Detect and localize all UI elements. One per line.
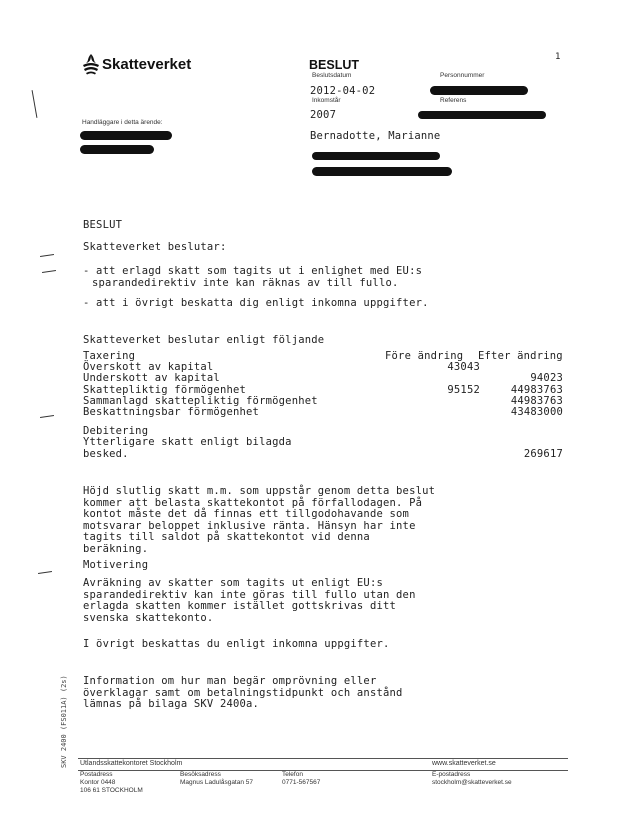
skatteverket-crown-icon xyxy=(80,52,102,74)
info-paragraph xyxy=(83,676,403,711)
motivation-other: I övrigt beskattas du enligt inkomna uppgifter. xyxy=(83,638,390,650)
margin-mark xyxy=(40,254,54,257)
table-row xyxy=(83,361,563,372)
col-before: Före ändring xyxy=(385,350,464,362)
form-code: SKV 2400 (FS011A) (2s) xyxy=(60,675,68,768)
footer-visit-value: Magnus Ladulåsgatan 57 xyxy=(180,779,254,786)
footer-rule xyxy=(78,770,568,771)
info-line: Information om hur man begär omprövning eller xyxy=(83,675,377,687)
table-row xyxy=(83,384,563,395)
row-after: 94023 xyxy=(530,372,563,385)
recipient-name: Bernadotte, Marianne xyxy=(310,130,441,142)
year-value: 2007 xyxy=(310,109,337,121)
redaction-bar xyxy=(430,86,528,95)
col-after: Efter ändring xyxy=(478,350,563,362)
row-label: Beskattningsbar förmögenhet xyxy=(83,405,260,418)
redaction-bar xyxy=(80,145,154,154)
row-label: Överskott av kapital xyxy=(83,361,214,374)
motivation-heading: Motivering xyxy=(83,559,149,571)
footer-postal-line-2: 106 61 STOCKHOLM xyxy=(80,787,143,794)
debit-value: 269617 xyxy=(523,447,563,460)
motivation-line: svenska skattekonto. xyxy=(83,611,214,624)
row-after: 43483000 xyxy=(510,405,563,418)
page-number: 1 xyxy=(555,52,561,62)
payment-line: tagits till saldot på skattekontot vid denna xyxy=(83,531,370,543)
decision-point-2: - att i övrigt beskatta dig enligt inkomna uppgifter. xyxy=(83,297,429,309)
footer-email-label: E-postadress xyxy=(432,771,471,778)
col-taxering: Taxering xyxy=(83,350,136,362)
debit-heading: Debitering xyxy=(83,425,149,438)
info-line: överklagar samt om betalningstidpunkt och anstånd xyxy=(83,686,403,699)
decision-point-1-line-1: - att erlagd skatt som tagits ut i enlighet med EU:s xyxy=(83,265,423,277)
date-label: Beslutsdatum xyxy=(312,72,352,79)
footer-postal-label: Postadress xyxy=(80,771,113,778)
row-before: 95152 xyxy=(447,383,480,396)
margin-mark xyxy=(38,571,52,574)
debit-heading-row xyxy=(83,425,563,436)
info-line: lämnas på bilaga SKV 2400a. xyxy=(83,698,260,710)
row-after: 44983763 xyxy=(510,394,563,407)
date-value: 2012-04-02 xyxy=(310,85,376,97)
ref-label: Referens xyxy=(440,97,467,104)
motivation-line: Avräkning av skatter som tagits ut enligt EU:s xyxy=(83,577,383,589)
row-label: Sammanlagd skattepliktig förmögenhet xyxy=(83,394,318,407)
row-after: 44983763 xyxy=(510,383,563,396)
year-label: Inkomstår xyxy=(312,97,341,104)
redaction-bar xyxy=(80,131,172,140)
document-title: BESLUT xyxy=(309,58,359,72)
body-heading: BESLUT xyxy=(83,219,123,231)
footer-rule xyxy=(78,758,568,759)
org-name: Skatteverket xyxy=(102,56,192,73)
debit-line-2: besked. xyxy=(83,447,129,460)
motivation-paragraph xyxy=(83,578,416,624)
row-label: Underskott av kapital xyxy=(83,372,220,385)
margin-mark xyxy=(40,415,54,418)
footer-phone-value: 0771-567567 xyxy=(282,779,321,786)
body-intro: Skatteverket beslutar: xyxy=(83,241,227,253)
tax-table xyxy=(83,350,563,459)
payment-line: kommer att belasta skattekontot på förfallodagen. På xyxy=(83,496,423,509)
row-before: 43043 xyxy=(447,361,480,374)
redaction-bar xyxy=(418,111,546,119)
payment-line: motsvarar beloppet inklusive ränta. Hänsyn har inte xyxy=(83,519,416,532)
debit-row xyxy=(83,448,563,459)
person-label: Personnummer xyxy=(440,72,485,79)
payment-line: beräkning. xyxy=(83,542,149,555)
handler-note: Handläggare i detta ärende: xyxy=(82,119,163,126)
motivation-line: sparandedirektiv kan inte göras till fullo utan den xyxy=(83,588,416,601)
redaction-bar xyxy=(312,152,440,160)
decision-point-1-line-2: sparandedirektiv inte kan räknas av till fullo. xyxy=(92,277,399,289)
motivation-line: erlagda skatten kommer istället gottskrivas ditt xyxy=(83,600,397,612)
debit-line-1: Ytterligare skatt enligt bilagda xyxy=(83,436,292,449)
payment-line: kontot måste det då finnas ett tillgodohavande som xyxy=(83,508,410,520)
footer-office: Utlandsskattekontoret Stockholm xyxy=(80,760,183,767)
table-row xyxy=(83,406,563,417)
payment-line: Höjd slutlig skatt m.m. som uppstår genom detta beslut xyxy=(83,485,436,497)
footer-website: www.skatteverket.se xyxy=(432,760,496,767)
table-row xyxy=(83,372,563,383)
payment-paragraph xyxy=(83,486,435,555)
table-header-row xyxy=(83,350,563,361)
footer-phone-label: Telefon xyxy=(282,771,303,778)
margin-mark xyxy=(42,270,56,273)
table-intro: Skatteverket beslutar enligt följande xyxy=(83,334,325,346)
footer-visit-label: Besöksadress xyxy=(180,771,221,778)
footer-postal-line-1: Kontor 0448 xyxy=(80,779,116,786)
row-label: Skattepliktig förmögenhet xyxy=(83,383,247,396)
debit-row xyxy=(83,436,563,447)
redaction-bar xyxy=(312,167,452,176)
footer-email-value: stockholm@skatteverket.se xyxy=(432,779,512,786)
table-row xyxy=(83,395,563,406)
margin-mark xyxy=(32,90,38,118)
